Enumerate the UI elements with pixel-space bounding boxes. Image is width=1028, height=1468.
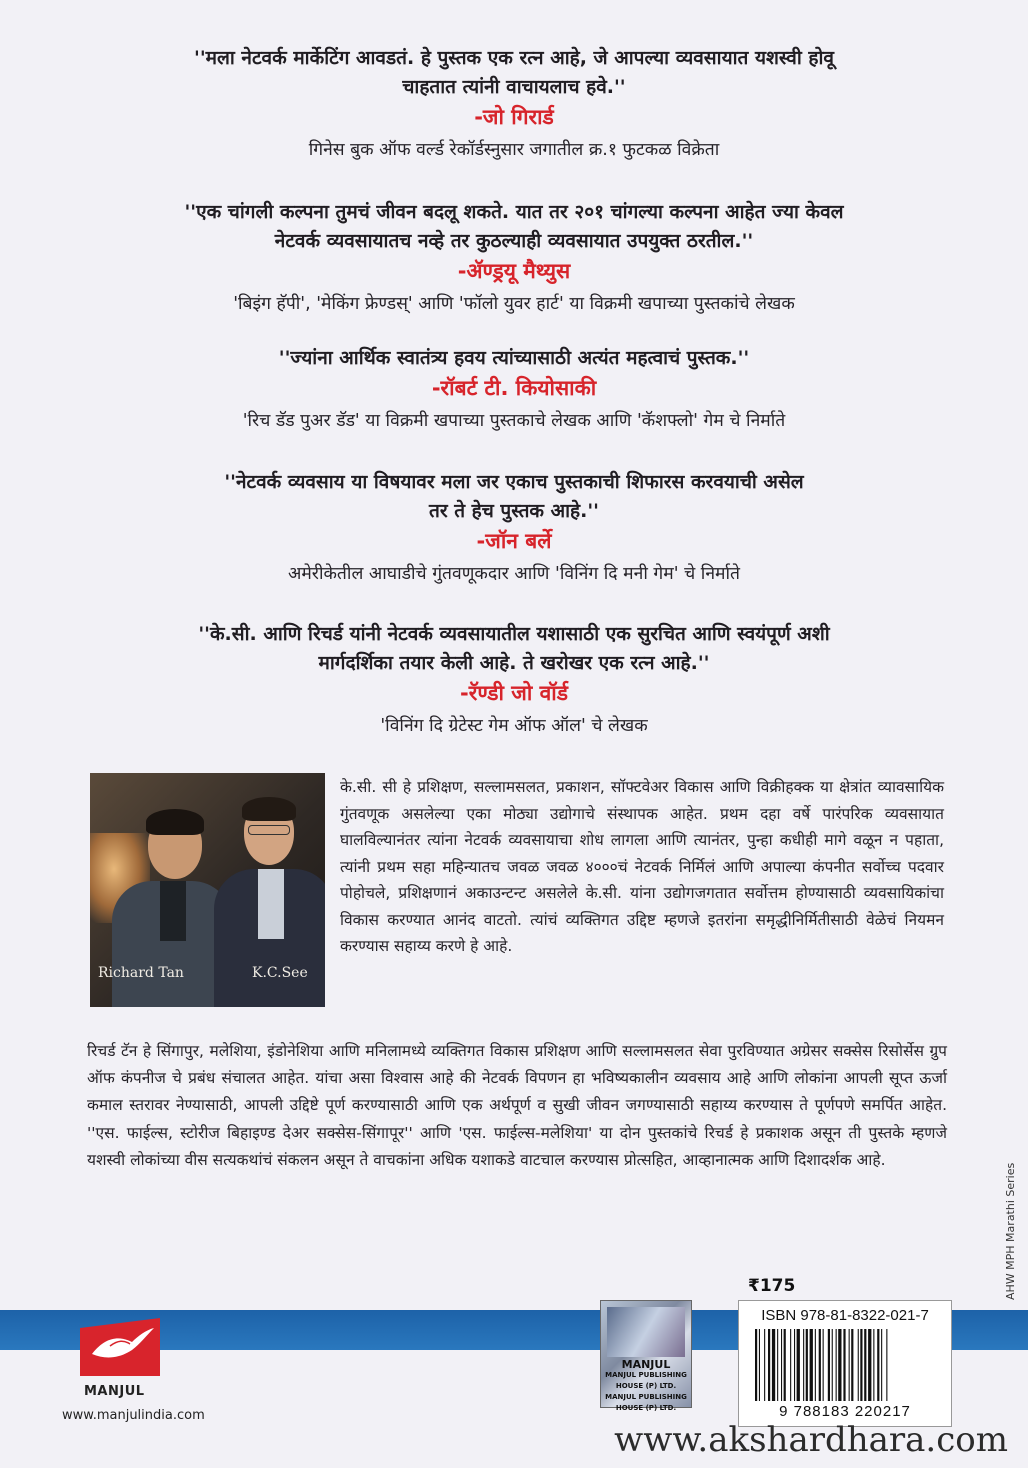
quote-text: तर ते हेच पुस्तक आहे.'': [428, 500, 599, 522]
quote-author: -जो गिरार्ड: [474, 105, 554, 129]
quote-2: [0, 198, 1028, 318]
hologram-sticker: [600, 1300, 692, 1412]
barcode-icon: [753, 1329, 937, 1401]
bio-richard-tan: रिचर्ड टॅन हे सिंगापुर, मलेशिया, इंडोनेशिया आणि मनिलामध्ये व्यक्तिगत विकास प्रशिक्षण आणि सल्लामसलत सेवा पुरविण्यात अग्रेसर सक्सेस रिसोर्सेस ग्रुप ऑफ कंपनीज चे प्रबंध संचालत आहेत. यांचा असा विश्वास आहे की नेटवर्क विपणन हा भविष्यकालीन व्यवसाय आहे आणि लोकांना आपली सूप्त ऊर्जा कमाल स्तरावर नेण्यासाठी, आपली उद्दिष्टे पूर्ण करण्यासाठी आणि एक अर्थपूर्ण व सुखी जीवन जगण्यासाठी सहाय्य करण्यास ते पूर्णपणे समर्पित आहेत. ''एस. फाईल्स, स्टोरीज बिहाइण्ड देअर सक्सेस-सिंगापूर'' आणि 'एस. फाईल्स-मलेशिया' या दोन पुस्तकांचे रिचर्ड हे प्रकाशक असून ती पुस्तके म्हणजे यशस्वी लोकांच्या वीस सत्यकथांचं संकलन असून ते वाचकांना अधिक यशाकडे वाटचाल करण्यास प्रोत्सहित, आव्हानात्मक आणि दिशादर्शक आहे.: [87, 1042, 947, 1169]
quote-author: -रॉबर्ट टी. कियोसाकी: [431, 376, 597, 400]
quote-text: चाहतात त्यांनी वाचायलाच हवे.'': [402, 76, 626, 98]
site-watermark: www.akshardhara.com: [614, 1420, 1008, 1460]
quote-4: [0, 468, 1028, 588]
quote-text: ''मला नेटवर्क मार्केटिंग आवडतं. हे पुस्तक एक रत्न आहे, जे आपल्या व्यवसायात यशस्वी होवू: [194, 47, 834, 69]
quote-author: -रॅण्डी जो वॉर्ड: [460, 681, 568, 705]
manjul-logo-icon: [80, 1306, 160, 1376]
publisher-website: www.manjulindia.com: [62, 1408, 205, 1423]
quote-5: [0, 620, 1028, 740]
isbn-barcode-box: [738, 1300, 952, 1427]
quote-credential: 'रिच डॅड पुअर डॅड' या विक्रमी खपाच्या पुस्तकाचे लेखक आणि 'कॅशफ्लो' गेम चे निर्माते: [242, 411, 786, 431]
quote-credential: अमेरीकेतील आघाडीचे गुंतवणूकदार आणि 'विनिंग दि मनी गेम' चे निर्माते: [287, 564, 741, 584]
quote-text: नेटवर्क व्यवसायातच नव्हे तर कुठल्याही व्यवसायात उपयुक्त ठरतील.'': [274, 230, 754, 252]
richard-hair: [146, 809, 204, 835]
quote-text: ''एक चांगली कल्पना तुमचं जीवन बदलू शकते. यात तर २०१ चांगल्या कल्पना आहेत ज्या केवल: [184, 201, 844, 223]
hologram-image: [607, 1307, 685, 1357]
quote-credential: गिनेस बुक ऑफ वर्ल्ड रेकॉर्डस्नुसार जगातील क्र.१ फुटकळ विक्रेता: [308, 140, 720, 160]
quote-text: मार्गदर्शिका तयार केली आहे. ते खरोखर एक रत्न आहे.'': [318, 652, 710, 674]
series-label: AHW MPH Marathi Series: [1004, 1162, 1017, 1300]
photo-caption-richard: Richard Tan: [98, 965, 184, 981]
quote-text: ''के.सी. आणि रिचर्ड यांनी नेटवर्क व्यवसायातील यशासाठी एक सुरचित आणि स्वयंपूर्ण अशी: [198, 623, 830, 645]
quote-author: -जॉन बर्ले: [476, 529, 552, 553]
quote-credential: 'बिइंग हॅपी', 'मेकिंग फ्रेण्डस्' आणि 'फॉलो युवर हार्ट' या विक्रमी खपाच्या पुस्तकांचे लेखक: [233, 294, 795, 314]
hologram-line2: MANJUL PUBLISHING HOUSE (P) LTD.: [605, 1393, 687, 1412]
publisher-name: MANJUL: [84, 1384, 145, 1399]
hologram-text: [601, 1359, 691, 1414]
quote-1: [0, 44, 1028, 164]
authors-photo: [90, 773, 325, 1007]
quote-text: ''नेटवर्क व्यवसाय या विषयावर मला जर एकाच पुस्तकाची शिफारस करवयाची असेल: [224, 471, 804, 493]
quote-3: [0, 344, 1028, 435]
hologram-line1: MANJUL PUBLISHING HOUSE (P) LTD.: [605, 1371, 687, 1390]
richard-shirt: [160, 881, 186, 941]
quote-author: -ॲण्ड्रयू मैथ्युस: [457, 259, 571, 283]
kc-glasses: [248, 825, 290, 835]
isbn-digits: 9 788183 220217: [779, 1403, 911, 1420]
kc-shirt: [258, 869, 284, 939]
quote-text: ''ज्यांना आर्थिक स्वातंत्र्य हवय त्यांच्यासाठी अत्यंत महत्वाचं पुस्तक.'': [278, 347, 750, 369]
photo-caption-kc: K.C.See: [252, 965, 308, 981]
price: ₹175: [748, 1276, 796, 1296]
hologram-brand: MANJUL: [621, 1358, 671, 1371]
quote-credential: 'विनिंग दि ग्रेटेस्ट गेम ऑफ ऑल' चे लेखक: [380, 716, 648, 736]
bio-kc-see: के.सी. सी हे प्रशिक्षण, सल्लामसलत, प्रकाशन, सॉफ्टवेअर विकास आणि विक्रीहक्क या क्षेत्रांत व्यावसायिक गुंतवणूक असलेल्या एका मोठ्या उद्योगाचे संस्थापक आहेत. प्रथम दहा वर्षे पारंपरिक व्यवसायात घालविल्यानंतर त्यांना नेटवर्क व्यवसायाचा शोध लागला आणि त्यानंतर, पुन्हा कधीही मागे वळून न पहाता, त्यांनी प्रथम सहा महिन्यातच जवळ जवळ ४०००चं नेटवर्क निर्मिलं आणि अपाल्या कंपनीत सर्वोच्च पदवार पोहोचले, प्रशिक्षणानं अकाउन्टन्ट असलेले के.सी. यांना उद्योगजगतात सर्वोत्तम होण्यासाठी व्यवसायिकांचा विकास करण्यात आनंद वाटतो. त्यांचं व्यक्तिगत उद्दिष्ट म्हणजे इतरांना समृद्धीनिर्मितीसाठी वेळेचं नियमन करण्यास सहाय्य करणे हे आहे.: [340, 778, 944, 955]
kc-hair: [242, 797, 296, 821]
isbn-label: ISBN 978-81-8322-021-7: [761, 1307, 929, 1324]
